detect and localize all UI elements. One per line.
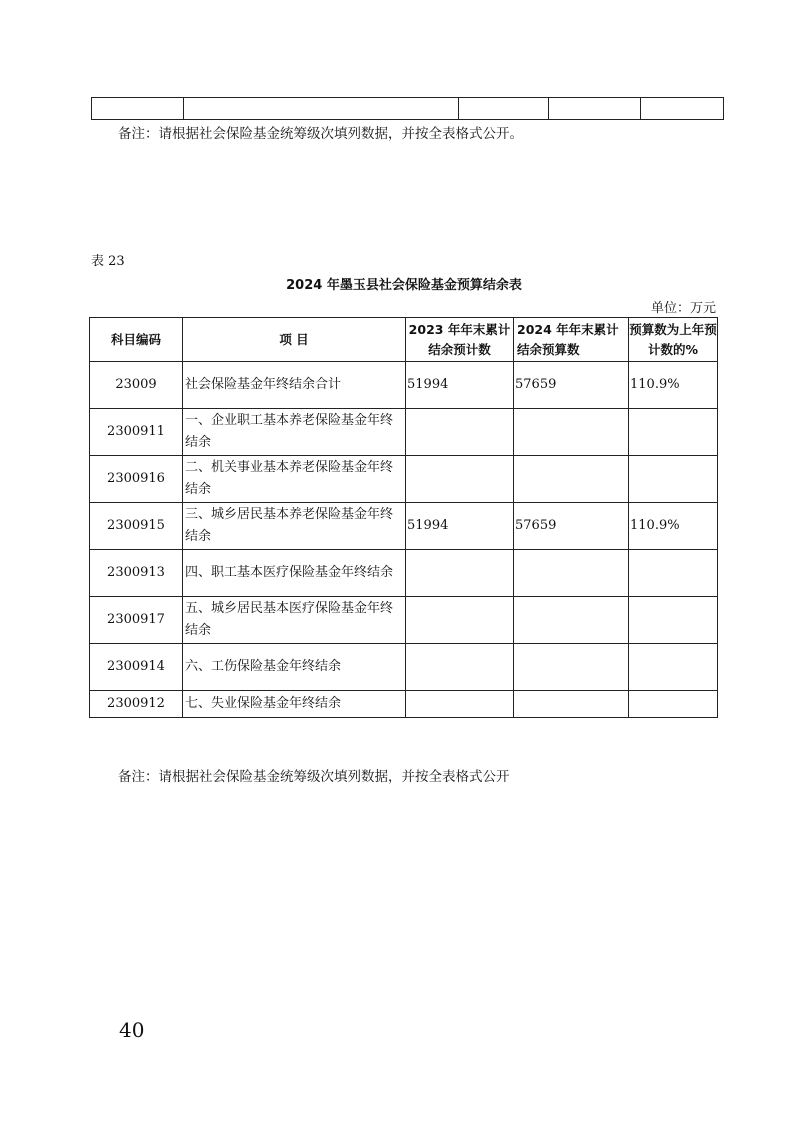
header-row — [90, 318, 718, 362]
row-code: 2300917 — [90, 597, 183, 644]
row-item: 四、职工基本医疗保险基金年终结余 — [183, 550, 406, 597]
row-2024 — [514, 409, 629, 456]
table-row — [90, 644, 718, 691]
row-ratio — [629, 691, 718, 718]
header-item: 项 目 — [183, 318, 406, 362]
page-number: 40 — [119, 1018, 145, 1042]
table-title: 2024 年墨玉县社会保险基金预算结余表 — [286, 278, 522, 293]
row-2023 — [406, 597, 514, 644]
table-row — [90, 362, 718, 409]
row-2023 — [406, 456, 514, 503]
fund-balance-table — [89, 317, 718, 718]
table-row — [90, 597, 718, 644]
table-cell — [549, 98, 641, 120]
row-2024 — [514, 550, 629, 597]
header-2023: 2023 年年末累计结余预计数 — [406, 318, 514, 362]
row-item: 五、城乡居民基本医疗保险基金年终结余 — [183, 597, 406, 644]
top-note: 备注：请根据社会保险基金统筹级次填列数据，并按全表格式公开。 — [118, 126, 523, 142]
row-2023 — [406, 644, 514, 691]
header-ratio: 预算数为上年预计数的% — [629, 318, 718, 362]
row-ratio — [629, 550, 718, 597]
row-2024 — [514, 644, 629, 691]
row-code: 23009 — [90, 362, 183, 409]
header-code: 科目编码 — [90, 318, 183, 362]
table-cell — [184, 98, 459, 120]
row-item: 社会保险基金年终结余合计 — [183, 362, 406, 409]
row-ratio: 110.9% — [629, 362, 718, 409]
row-2024 — [514, 597, 629, 644]
row-item: 七、失业保险基金年终结余 — [183, 691, 406, 718]
table-row — [90, 409, 718, 456]
unit-label: 单位：万元 — [650, 301, 716, 316]
row-item: 三、城乡居民基本养老保险基金年终结余 — [183, 503, 406, 550]
row-item: 二、机关事业基本养老保险基金年终结余 — [183, 456, 406, 503]
row-2023: 51994 — [406, 362, 514, 409]
row-2024 — [514, 456, 629, 503]
row-2023 — [406, 550, 514, 597]
header-2024: 2024 年年末累计结余预算数 — [514, 318, 629, 362]
row-2023 — [406, 409, 514, 456]
table-row — [90, 503, 718, 550]
row-ratio — [629, 409, 718, 456]
table-row — [90, 691, 718, 718]
bottom-note: 备注：请根据社会保险基金统筹级次填列数据，并按全表格式公开 — [118, 769, 510, 785]
row-ratio — [629, 597, 718, 644]
table-label: 表 23 — [91, 254, 125, 269]
row-item: 六、工伤保险基金年终结余 — [183, 644, 406, 691]
table-row — [92, 98, 724, 120]
row-2023: 51994 — [406, 503, 514, 550]
row-2024: 57659 — [514, 362, 629, 409]
row-2024: 57659 — [514, 503, 629, 550]
row-ratio — [629, 456, 718, 503]
row-code: 2300913 — [90, 550, 183, 597]
row-code: 2300915 — [90, 503, 183, 550]
row-code: 2300911 — [90, 409, 183, 456]
row-ratio — [629, 644, 718, 691]
row-code: 2300916 — [90, 456, 183, 503]
row-item: 一、企业职工基本养老保险基金年终结余 — [183, 409, 406, 456]
table-row — [90, 550, 718, 597]
previous-table-fragment — [91, 97, 724, 120]
table-cell — [92, 98, 184, 120]
table-cell — [641, 98, 724, 120]
row-code: 2300912 — [90, 691, 183, 718]
table-row — [90, 456, 718, 503]
row-2023 — [406, 691, 514, 718]
row-ratio: 110.9% — [629, 503, 718, 550]
table-cell — [459, 98, 549, 120]
row-2024 — [514, 691, 629, 718]
row-code: 2300914 — [90, 644, 183, 691]
